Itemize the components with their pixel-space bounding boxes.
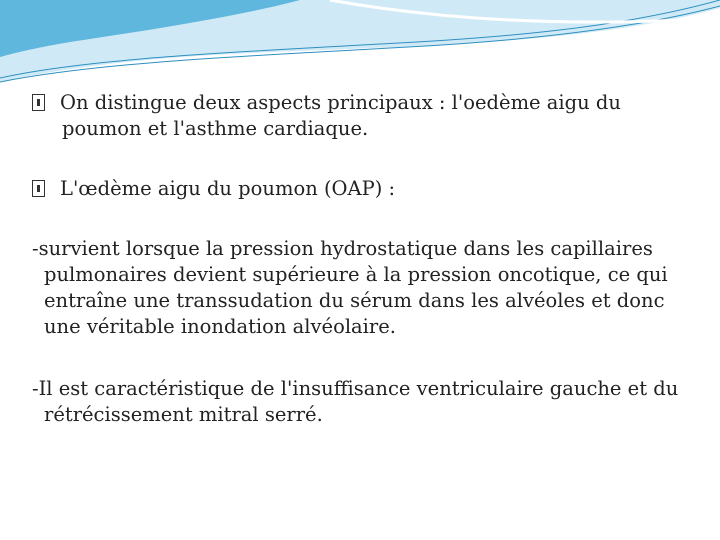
- header-wave-decoration: [0, 0, 720, 90]
- bullet-point-2-text: L'œdème aigu du poumon (OAP) :: [60, 177, 396, 200]
- bullet-icon: [32, 90, 60, 116]
- detail-paragraph-2: -Il est caractéristique de l'insuffisance ventriculaire gauche et du rétrécissement mitral serré.: [32, 377, 679, 426]
- bullet-icon: [32, 176, 60, 202]
- bullet-point-2: [32, 176, 692, 202]
- detail-paragraph-1: -survient lorsque la pression hydrostatique dans les capillaires pulmonaires devient supérieure à la pression oncotique, ce qui entraîne une transsudation du sérum dans les alvéoles et donc une véritable inondation alvéolaire.: [32, 237, 668, 338]
- bullet-point-1: [32, 90, 692, 142]
- bullet-point-1-text: On distingue deux aspects principaux : l'oedème aigu du poumon et l'asthme cardiaque.: [60, 91, 621, 140]
- slide-content: [32, 90, 692, 428]
